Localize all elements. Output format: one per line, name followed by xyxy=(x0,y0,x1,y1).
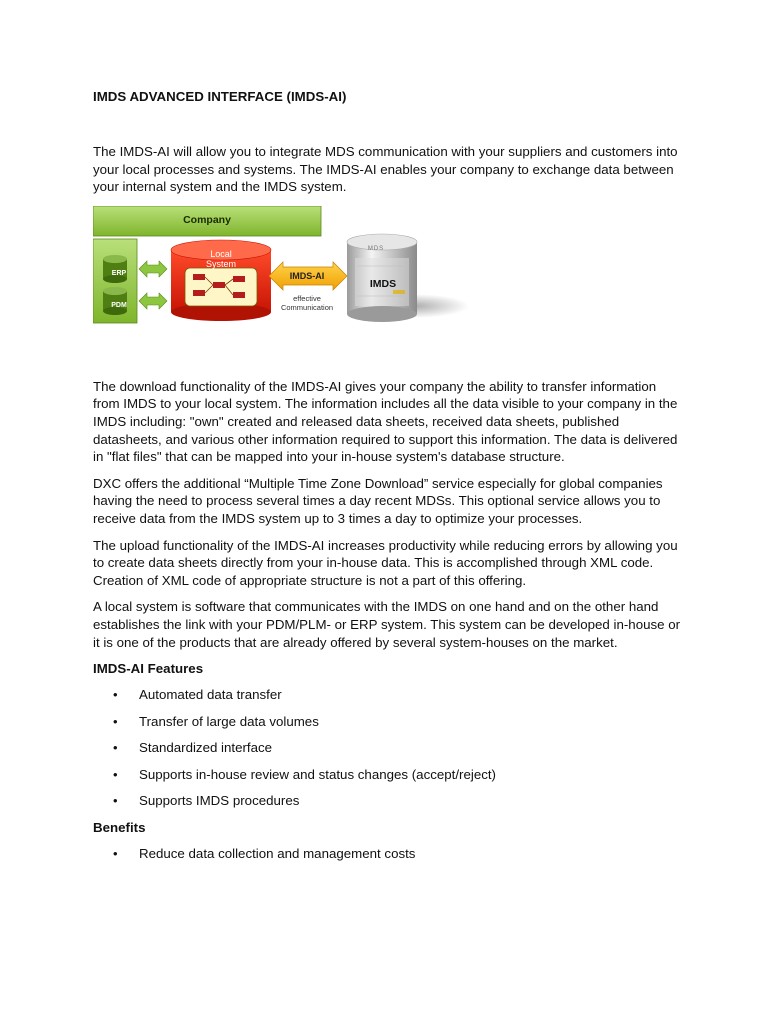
imds-ai-label: IMDS-AI xyxy=(289,270,325,281)
company-label: Company xyxy=(183,213,231,226)
document-content xyxy=(93,88,683,872)
features-list xyxy=(93,686,683,809)
benefits-list xyxy=(93,845,683,862)
benefits-heading: Benefits xyxy=(93,820,146,836)
features-heading: IMDS-AI Features xyxy=(93,661,204,677)
pdm-arrow xyxy=(139,293,167,309)
local-system-label: Local System xyxy=(205,248,236,269)
mds-label: MDS xyxy=(367,245,385,252)
effective-communication-label: effective Communication xyxy=(280,293,334,312)
multi-timezone-paragraph: DXC offers the additional “Multiple Time Zone Download” service especially for global companies having the need to process several times a day recent MDSs. This optional service allows you to receive data from the IMDS system up to 3 times a day to optimize your processes. xyxy=(93,475,663,526)
list-item: • Transfer of large data volumes xyxy=(93,713,683,730)
download-paragraph: The download functionality of the IMDS-AI gives your company the ability to transfer information from IMDS to your local system. The information includes all the data visible to your company in the IMDS including: "own" created and released data sheets, received data sheets, published datasheets, and various other information required to support this information. The data is delivered in "flat files" that can be mapped into your in-house system's database structure. xyxy=(93,378,678,465)
list-item: • Supports IMDS procedures xyxy=(93,792,683,809)
erp-arrow xyxy=(139,261,167,277)
local-system-paragraph: A local system is software that communicates with the IMDS on one hand and on the other hand establishes the link with your PDM/PLM- or ERP system. This system can be developed in-house or it is one of the products that are already offered by several system-houses on the market. xyxy=(93,599,681,650)
list-item: • Standardized interface xyxy=(93,739,683,756)
page-title: IMDS ADVANCED INTERFACE (IMDS-AI) xyxy=(93,89,347,104)
list-item: • Reduce data collection and management costs xyxy=(93,845,683,862)
pdm-label: PDM xyxy=(111,301,127,309)
upload-paragraph: The upload functionality of the IMDS-AI increases productivity while reducing errors by allowing you to create data sheets directly from your in-house data. This is accomplished through XML code. Creation of XML code of appropriate structure is not a part of this offering. xyxy=(93,537,678,588)
list-item: • Automated data transfer xyxy=(93,686,683,703)
imds-ai-diagram xyxy=(93,206,473,334)
list-item: • Supports in-house review and status changes (accept/reject) xyxy=(93,766,683,783)
erp-label: ERP xyxy=(111,269,127,277)
intro-paragraph: The IMDS-AI will allow you to integrate MDS communication with your suppliers and customers into your local processes and systems. The IMDS-AI enables your company to exchange data between your internal system and the IMDS system. xyxy=(93,144,678,195)
imds-label: IMDS xyxy=(369,277,397,290)
